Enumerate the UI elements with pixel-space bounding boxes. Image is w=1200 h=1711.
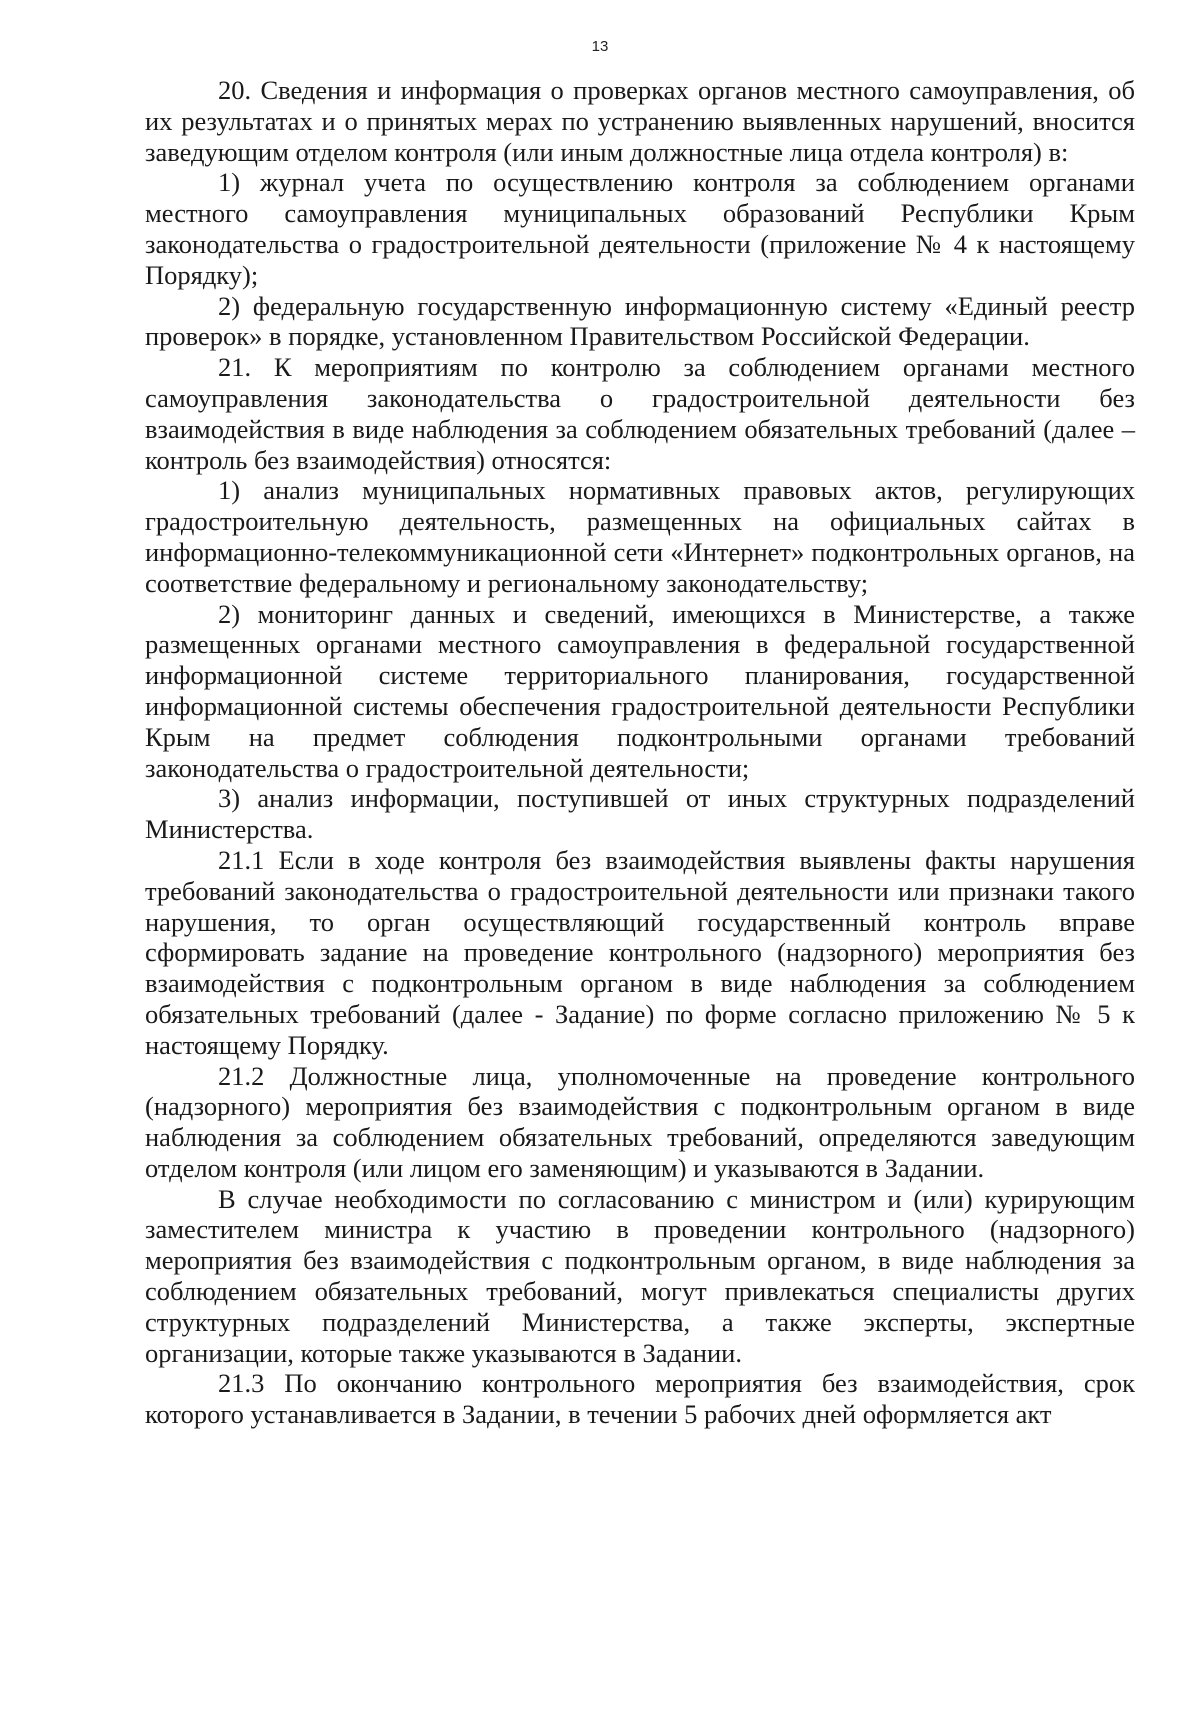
paragraph-21-3: 21.3 По окончанию контрольного мероприятия без взаимодействия, срок которого устанавливается в Задании, в течении 5 рабочих дней оформляется акт xyxy=(145,1368,1135,1430)
paragraph-20-item-1: 1) журнал учета по осуществлению контроля за соблюдением органами местного самоуправления муниципальных образований Республики Крым законодательства о градостроительной деятельности (приложение № 4 к настоящему Порядку); xyxy=(145,167,1135,290)
paragraph-21-item-2: 2) мониторинг данных и сведений, имеющихся в Министерстве, а также размещенных органами местного самоуправления в федеральной государственной информационной системе территориального планирования, государственной информационной системы обеспечения градостроительной деятельности Республики Крым на предмет соблюдения подконтрольными органами требований законодательства о градостроительной деятельности; xyxy=(145,598,1135,783)
paragraph-20: 20. Сведения и информация о проверках органов местного самоуправления, об их результатах и о принятых мерах по устранению выявленных нарушений, вносится заведующим отделом контроля (или иным должностные лица отдела контроля) в: xyxy=(145,75,1135,167)
paragraph-21-item-1: 1) анализ муниципальных нормативных правовых актов, регулирующих градостроительную деятельность, размещенных на официальных сайтах в информационно-телекоммуникационной сети «Интернет» подконтрольных органов, на соответствие федеральному и региональному законодательству; xyxy=(145,475,1135,598)
paragraph-21-item-3: 3) анализ информации, поступившей от иных структурных подразделений Министерства. xyxy=(145,783,1135,845)
paragraph-21-1: 21.1 Если в ходе контроля без взаимодействия выявлены факты нарушения требований законодательства о градостроительной деятельности или признаки такого нарушения, то орган осуществляющий государственный контроль вправе сформировать задание на проведение контрольного (надзорного) мероприятия без взаимодействия с подконтрольным органом в виде наблюдения за соблюдением обязательных требований (далее - Задание) по форме согласно приложению № 5 к настоящему Порядку. xyxy=(145,844,1135,1060)
page-number: 13 xyxy=(591,38,609,55)
paragraph-20-item-2: 2) федеральную государственную информационную систему «Единый реестр проверок» в порядке, установленном Правительством Российской Федерации. xyxy=(145,290,1135,352)
paragraph-21-2-continued: В случае необходимости по согласованию с министром и (или) курирующим заместителем министра к участию в проведении контрольного (надзорного) мероприятия без взаимодействия с подконтрольным органом, в виде наблюдения за соблюдением обязательных требований, могут привлекаться специалисты других структурных подразделений Министерства, а также эксперты, экспертные организации, которые также указываются в Задании. xyxy=(145,1183,1135,1368)
document-body xyxy=(145,75,1135,1430)
paragraph-21: 21. К мероприятиям по контролю за соблюдением органами местного самоуправления законодательства о градостроительной деятельности без взаимодействия в виде наблюдения за соблюдением обязательных требований (далее – контроль без взаимодействия) относятся: xyxy=(145,352,1135,475)
paragraph-21-2: 21.2 Должностные лица, уполномоченные на проведение контрольного (надзорного) мероприятия без взаимодействия с подконтрольным органом в виде наблюдения за соблюдением обязательных требований, определяются заведующим отделом контроля (или лицом его заменяющим) и указываются в Задании. xyxy=(145,1060,1135,1183)
